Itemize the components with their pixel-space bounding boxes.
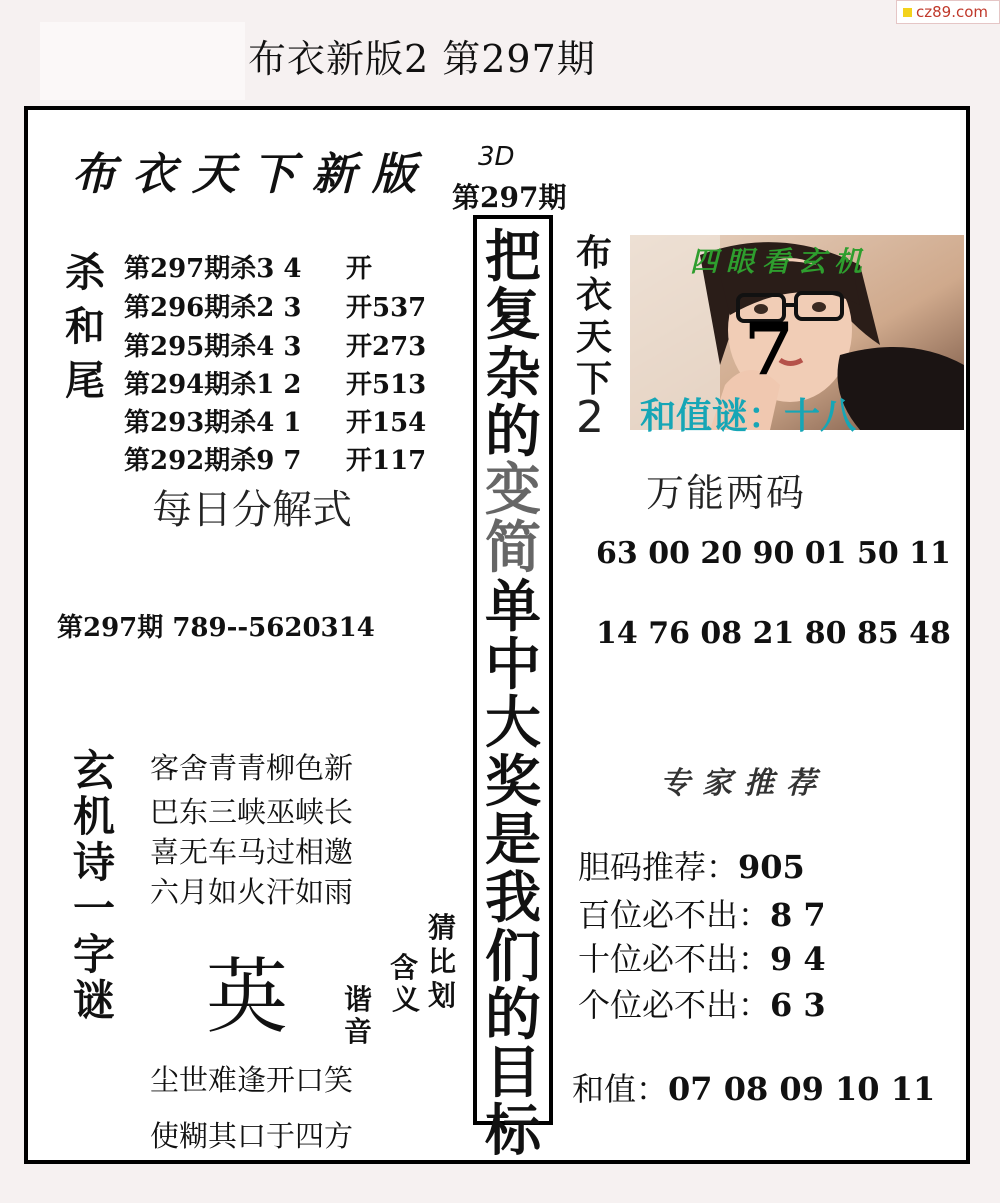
poem-vertical-char: 字 [72,930,115,979]
kill-row-label: 第297期杀3 4 [124,254,302,284]
poem-vertical-char: 一 [72,884,115,933]
slogan-vertical [477,224,549,1165]
poem-line: 巴东三峡巫峡长 [150,795,354,829]
page-title: 布衣新版2 第297期 [248,37,596,81]
kill-row-label: 第294期杀1 2 [124,370,302,400]
expert-title: 专家推荐 [660,766,828,801]
wanneng-codes: 63 00 20 90 01 50 11 [596,536,951,571]
closing-line: 尘世难逢开口笑 [150,1063,354,1097]
kill-row-label: 第292期杀9 7 [124,446,302,476]
slogan-char: 是 [485,806,541,873]
brand2-char: 下 [575,358,612,400]
photo-number: 7 [744,306,795,391]
expert-value: 6 3 [770,986,826,1024]
heading-issue: 第297期 [452,181,567,214]
kill-row-open: 开273 [346,332,427,362]
sum-line [572,1064,935,1110]
poem-vertical-char: 谜 [72,976,115,1025]
kill-row-label: 第295期杀4 3 [124,332,302,362]
kill-row [124,364,427,401]
heading-tag: 3D [478,142,515,172]
brand2-char: 布 [575,232,612,274]
photo-title: 四眼看玄机 [690,245,871,278]
expert-label: 胆码推荐： [578,848,739,886]
slogan-char: 的 [485,981,541,1048]
brand2-number: 2 [576,392,604,443]
logo-dot-icon [903,8,912,17]
poem-vertical-char: 诗 [72,838,115,887]
expert-label: 十位必不出： [578,940,771,978]
main-heading: 布衣天下新版 [72,149,432,200]
riddle-answer: 英 [206,950,289,1045]
poem-vertical-char: 玄 [72,746,115,795]
hint-char: 音 [344,1015,373,1048]
kill-row-label: 第293期杀4 1 [124,408,302,438]
closing-line: 使糊其口于四方 [150,1119,354,1153]
slogan-char: 杂 [485,340,541,407]
sum-value: 07 08 09 10 11 [668,1070,936,1108]
kill-vertical-char: 尾 [65,357,105,404]
hint-char: 谐 [344,983,373,1016]
slogan-char: 我 [485,865,541,932]
photo-caption: 和值谜：十八 [640,395,857,437]
slogan-char: 变 [485,457,541,524]
kill-row [124,402,427,439]
kill-vertical-char: 和 [65,303,105,350]
slogan-char: 单 [485,573,541,640]
slogan-char: 复 [485,282,541,349]
poem-vertical-title [66,748,122,1024]
hint-char: 猜 [428,911,457,944]
kill-row-label: 第296期杀2 3 [124,293,302,323]
kill-row-open: 开 [346,254,373,284]
expert-label: 百位必不出： [578,896,771,934]
kill-vertical-char: 杀 [65,249,105,296]
expert-value: 9 4 [770,940,826,978]
poem-vertical-char: 机 [72,792,115,841]
slogan-char: 目 [485,1040,541,1107]
hint-char: 比 [428,945,457,978]
hint-char: 划 [428,979,457,1012]
expert-label: 个位必不出： [578,986,771,1024]
brand2-vertical [568,232,620,400]
kill-row-open: 开117 [346,446,427,476]
code-line: 第297期 789--5620314 [57,613,375,643]
poem-line: 客舍青青柳色新 [150,751,354,785]
slogan-char: 把 [485,224,541,290]
hint-char: 义 [392,983,421,1016]
kill-row [124,287,427,324]
hint-char: 含 [390,951,419,984]
header-blank-panel [40,22,245,100]
kill-vertical-title [62,246,108,408]
poem-line: 喜无车马过相邀 [150,835,354,869]
watermark-text: cz89.com [916,3,989,21]
wanneng-title: 万能两码 [646,471,807,515]
expert-row [578,980,826,1026]
expert-value: 8 7 [770,896,826,934]
decompose-title: 每日分解式 [152,487,352,533]
sum-label: 和值： [572,1070,669,1108]
expert-value: 905 [738,848,805,886]
slogan-char: 们 [485,923,541,990]
brand2-char: 衣 [575,274,612,316]
kill-row-open: 开154 [346,408,427,438]
slogan-char: 奖 [485,748,541,815]
kill-row-open: 开513 [346,370,427,400]
wanneng-codes: 14 76 08 21 80 85 48 [596,616,951,651]
brand2-char: 天 [575,316,612,358]
slogan-char: 的 [485,398,541,465]
expert-row [578,842,805,888]
slogan-char: 简 [485,515,541,582]
kill-row [124,440,427,477]
site-watermark[interactable] [896,0,1000,24]
expert-row [578,934,826,980]
slogan-char: 标 [485,1098,541,1165]
kill-row-open: 开537 [346,293,427,323]
expert-row [578,890,826,936]
poem-line: 六月如火汗如雨 [150,875,354,909]
slogan-char: 大 [485,690,541,757]
slogan-char: 中 [485,632,541,699]
kill-row [124,248,373,285]
kill-row [124,326,427,363]
